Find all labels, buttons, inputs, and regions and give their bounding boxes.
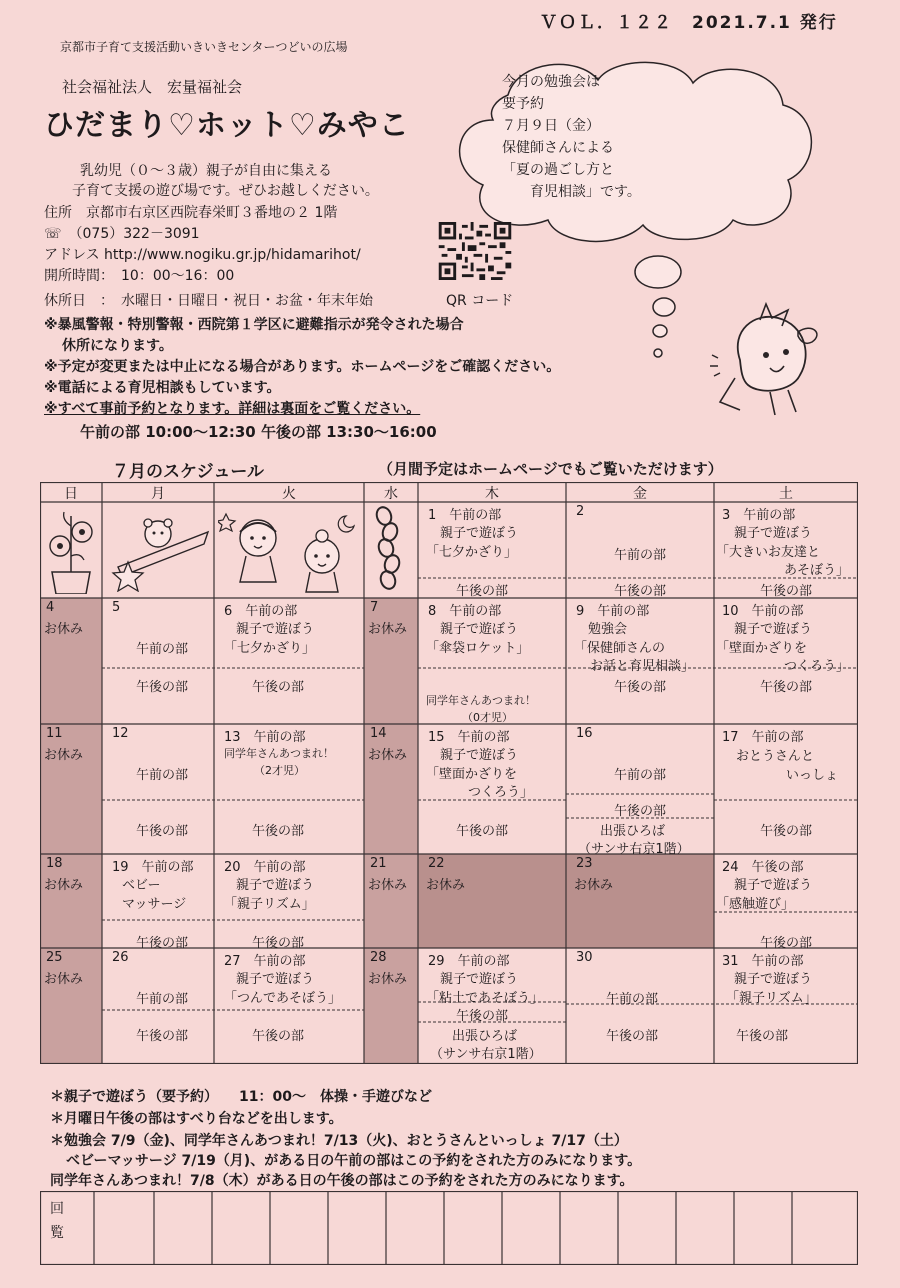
jul-9-session: 9 午前の部	[576, 604, 650, 619]
jul-24-session: 24 午後の部	[722, 860, 804, 875]
tanabata-children-icon	[218, 506, 362, 594]
jul-27-topic: 「つんであそぼう」	[224, 991, 342, 1006]
jul-11-date: 11	[46, 726, 63, 741]
jul-8-topic: 「傘袋ロケット」	[426, 641, 530, 656]
jul-8-session: 8 午前の部	[428, 604, 502, 619]
address: 住所 京都市右京区西院春栄町３番地の２ 1階	[44, 205, 338, 221]
jul-28-closed: お休み	[368, 972, 408, 987]
jul-9-afternoon: 午後の部	[614, 680, 667, 695]
phone-number: ☏ （075）322－3091	[44, 226, 200, 242]
jul-8-afternoon-age: （0才児）	[462, 711, 513, 724]
jul-15-session: 15 午前の部	[428, 730, 510, 745]
jul-3-topic-2: あそぼう」	[784, 563, 850, 578]
jul-3-activity: 親子で遊ぼう	[734, 526, 813, 541]
jul-6-session: 6 午前の部	[224, 604, 298, 619]
jul-20-activity: 親子で遊ぼう	[236, 878, 315, 893]
footer-note-3: ＊勉強会 7/9（金)、同学年さんあつまれ！7/13（火)、おとうさんといっしょ 7/17（土）	[50, 1133, 628, 1149]
jul-6-topic: 「七夕かざり」	[224, 641, 316, 656]
jul-15-topic-2: つくろう」	[468, 785, 534, 800]
jul-18-date: 18	[46, 856, 63, 871]
volume-number: ＶＯＬ．１２２ 2021.7.1 発行	[540, 13, 838, 33]
jul-24-afternoon: 午後の部	[760, 936, 813, 951]
weekday-fri: 金	[633, 486, 647, 502]
jul-10-afternoon: 午後の部	[760, 680, 813, 695]
jul-27-session: 27 午前の部	[224, 954, 306, 969]
storm-warning-note-2: 休所になります。	[62, 338, 173, 354]
star-bear-icon	[108, 512, 212, 592]
qr-code-icon[interactable]	[438, 222, 512, 280]
jul-26-date: 26	[112, 950, 129, 965]
jul-31-session: 31 午前の部	[722, 954, 804, 969]
jul-1-session: 1 午前の部	[428, 508, 502, 523]
weekday-sun: 日	[64, 486, 78, 502]
jul-10-session: 10 午前の部	[722, 604, 804, 619]
jul-30-afternoon: 午後の部	[606, 1029, 659, 1044]
jul-31-activity: 親子で遊ぼう	[734, 972, 813, 987]
footer-note-2: ＊月曜日午後の部はすべり台などを出します。	[50, 1111, 343, 1127]
jul-20-session: 20 午前の部	[224, 860, 306, 875]
jul-11-closed: お休み	[44, 748, 84, 763]
jul-26-afternoon: 午後の部	[136, 1029, 189, 1044]
jul-27-afternoon: 午後の部	[252, 1029, 305, 1044]
session-times: 午前の部 10:00～12:30 午後の部 13:30～16:00	[80, 423, 437, 441]
jul-2-afternoon: 午後の部	[614, 584, 667, 599]
weekday-mon: 月	[151, 486, 165, 502]
jul-17-afternoon: 午後の部	[760, 824, 813, 839]
jul-2-morning: 午前の部	[614, 548, 667, 563]
jul-6-afternoon: 午後の部	[252, 680, 305, 695]
footer-note-4: ベビーマッサージ 7/19（月)、がある日の午前の部はこの予約をされた方のみになります。	[66, 1153, 642, 1169]
jul-13-age: （2才児）	[254, 764, 305, 777]
weekday-thu: 木	[485, 486, 499, 502]
jul-24-topic: 「感触遊び」	[716, 897, 795, 912]
jul-13-afternoon: 午後の部	[252, 824, 305, 839]
jul-1-afternoon: 午後の部	[456, 584, 509, 599]
jul-8-activity: 親子で遊ぼう	[440, 622, 519, 637]
jul-19-event-2: マッサージ	[122, 897, 187, 912]
jul-20-topic: 「親子リズム」	[224, 897, 315, 912]
footer-note-5: 同学年さんあつまれ！7/8（木）がある日の午後の部はこの予約をされた方のみになります。	[50, 1173, 634, 1189]
mascot-girl-illustration	[700, 300, 830, 420]
jul-29-afternoon: 午後の部	[456, 1009, 509, 1024]
circulation-label-2: 覧	[50, 1225, 64, 1241]
jul-15-activity: 親子で遊ぼう	[440, 748, 519, 763]
jul-19-session: 19 午前の部	[112, 860, 194, 875]
jul-5-afternoon: 午後の部	[136, 680, 189, 695]
jul-2-date: 2	[576, 504, 585, 519]
phone-consult-note: ※電話による育児相談もしています。	[44, 380, 281, 396]
calendar-title: ７月のスケジュール	[112, 462, 264, 482]
jul-17-event-2: いっしょ	[786, 768, 839, 783]
weekday-wed: 水	[384, 486, 398, 502]
jul-30-morning: 午前の部	[606, 992, 659, 1007]
jul-31-afternoon: 午後の部	[736, 1029, 789, 1044]
circulation-label-1: 回	[50, 1201, 64, 1217]
jul-3-session: 3 午前の部	[722, 508, 796, 523]
storm-warning-note: ※暴風警報・特別警報・西院第１学区に避難指示が発令された場合	[44, 317, 464, 333]
morning-glory-icon	[44, 506, 98, 594]
jul-24-activity: 親子で遊ぼう	[734, 878, 813, 893]
jul-9-activity: 勉強会	[588, 622, 628, 637]
jul-18-closed: お休み	[44, 878, 84, 893]
jul-7-date: 7	[370, 600, 379, 615]
jul-19-afternoon: 午後の部	[136, 936, 189, 951]
jul-23-closed: お休み	[574, 878, 614, 893]
jul-25-closed: お休み	[44, 972, 84, 987]
jul-9-topic-2: お話と育児相談」	[590, 659, 695, 674]
jul-14-date: 14	[370, 726, 387, 741]
calendar-grid	[40, 482, 858, 1064]
website-url[interactable]: アドレス http://www.nogiku.gr.jp/hidamarihot/	[44, 247, 361, 263]
reservation-note: ※すべて事前予約となります。詳細は裏面をご覧ください。	[44, 401, 421, 417]
schedule-change-note: ※予定が変更または中止になる場合があります。ホームページをご確認ください。	[44, 359, 561, 375]
jul-12-afternoon: 午後の部	[136, 824, 189, 839]
jul-20-afternoon: 午後の部	[252, 936, 305, 951]
jul-17-session: 17 午前の部	[722, 730, 804, 745]
jul-10-topic-2: つくろう」	[784, 659, 850, 674]
jul-29-outreach: 出張ひろば	[452, 1029, 518, 1044]
opening-hours: 開所時間： 10：00～16：00	[44, 268, 235, 284]
organization-name: 社会福祉法人 宏量福祉会	[62, 78, 243, 96]
jul-3-afternoon: 午後の部	[760, 584, 813, 599]
jul-16-outreach-place: （サンサ右京1階）	[578, 842, 690, 857]
jul-10-activity: 親子で遊ぼう	[734, 622, 813, 637]
weekday-sat: 土	[779, 486, 793, 502]
jul-17-event: おとうさんと	[736, 749, 815, 764]
jul-12-date: 12	[112, 726, 129, 741]
calendar-note: （月間予定はホームページでもご覧いただけます）	[378, 460, 723, 478]
jul-4-date: 4	[46, 600, 55, 615]
jul-19-event: ベビー	[122, 878, 161, 893]
jul-29-activity: 親子で遊ぼう	[440, 972, 519, 987]
jul-29-session: 29 午前の部	[428, 954, 510, 969]
closed-days: 休所日 ： 水曜日・日曜日・祝日・お盆・年末年始	[44, 293, 373, 309]
jul-5-morning: 午前の部	[136, 642, 189, 657]
jul-26-morning: 午前の部	[136, 992, 189, 1007]
jul-6-activity: 親子で遊ぼう	[236, 622, 315, 637]
jul-29-outreach-place: （サンサ右京1階）	[430, 1047, 542, 1062]
jul-15-topic: 「壁面かざりを	[426, 767, 518, 782]
jul-3-topic: 「大きいお友達と	[716, 545, 821, 560]
jul-21-closed: お休み	[368, 878, 408, 893]
jul-21-date: 21	[370, 856, 387, 871]
paper-chain-icon	[368, 506, 414, 594]
jul-16-outreach: 出張ひろば	[600, 824, 666, 839]
jul-14-closed: お休み	[368, 748, 408, 763]
jul-16-date: 16	[576, 726, 593, 741]
jul-10-topic: 「壁面かざりを	[716, 641, 808, 656]
jul-8-afternoon-event: 同学年さんあつまれ！	[426, 694, 536, 707]
jul-9-topic: 「保健師さんの	[574, 641, 666, 656]
jul-13-session: 13 午前の部	[224, 730, 306, 745]
program-name: 京都市子育て支援活動いきいきセンターつどいの広場	[60, 40, 348, 54]
intro-line-1: 乳幼児（０～３歳）親子が自由に集える	[80, 163, 332, 179]
intro-line-2: 子育て支援の遊び場です。ぜひお越しください。	[72, 183, 379, 199]
jul-23-date: 23	[576, 856, 593, 871]
jul-27-activity: 親子で遊ぼう	[236, 972, 315, 987]
jul-16-morning: 午前の部	[614, 768, 667, 783]
newsletter-title: ひだまり♡ホット♡みやこ	[44, 108, 410, 143]
jul-16-afternoon: 午後の部	[614, 804, 667, 819]
jul-30-date: 30	[576, 950, 593, 965]
jul-13-event: 同学年さんあつまれ！	[224, 747, 334, 760]
qr-label: QR コード	[446, 293, 514, 309]
jul-15-afternoon: 午後の部	[456, 824, 509, 839]
jul-22-date: 22	[428, 856, 445, 871]
jul-22-closed: お休み	[426, 878, 466, 893]
jul-31-topic: 「親子リズム」	[726, 991, 817, 1006]
jul-4-closed: お休み	[44, 622, 84, 637]
jul-25-date: 25	[46, 950, 63, 965]
weekday-tue: 火	[282, 486, 296, 502]
jul-1-topic: 「七夕かざり」	[426, 545, 518, 560]
jul-1-activity: 親子で遊ぼう	[440, 526, 519, 541]
jul-12-morning: 午前の部	[136, 768, 189, 783]
jul-28-date: 28	[370, 950, 387, 965]
circulation-signature-box	[40, 1191, 858, 1265]
jul-5-date: 5	[112, 600, 121, 615]
footer-note-1: ＊親子で遊ぼう（要予約） 11：00～ 体操・手遊びなど	[50, 1089, 432, 1105]
jul-7-closed: お休み	[368, 622, 408, 637]
study-session-notice: 今月の勉強会は 要予約 ７月９日（金） 保健師さんによる 「夏の過ごし方と 育児相談」です。	[502, 74, 641, 200]
jul-29-topic: 「粘土であそぼう」	[426, 991, 544, 1006]
